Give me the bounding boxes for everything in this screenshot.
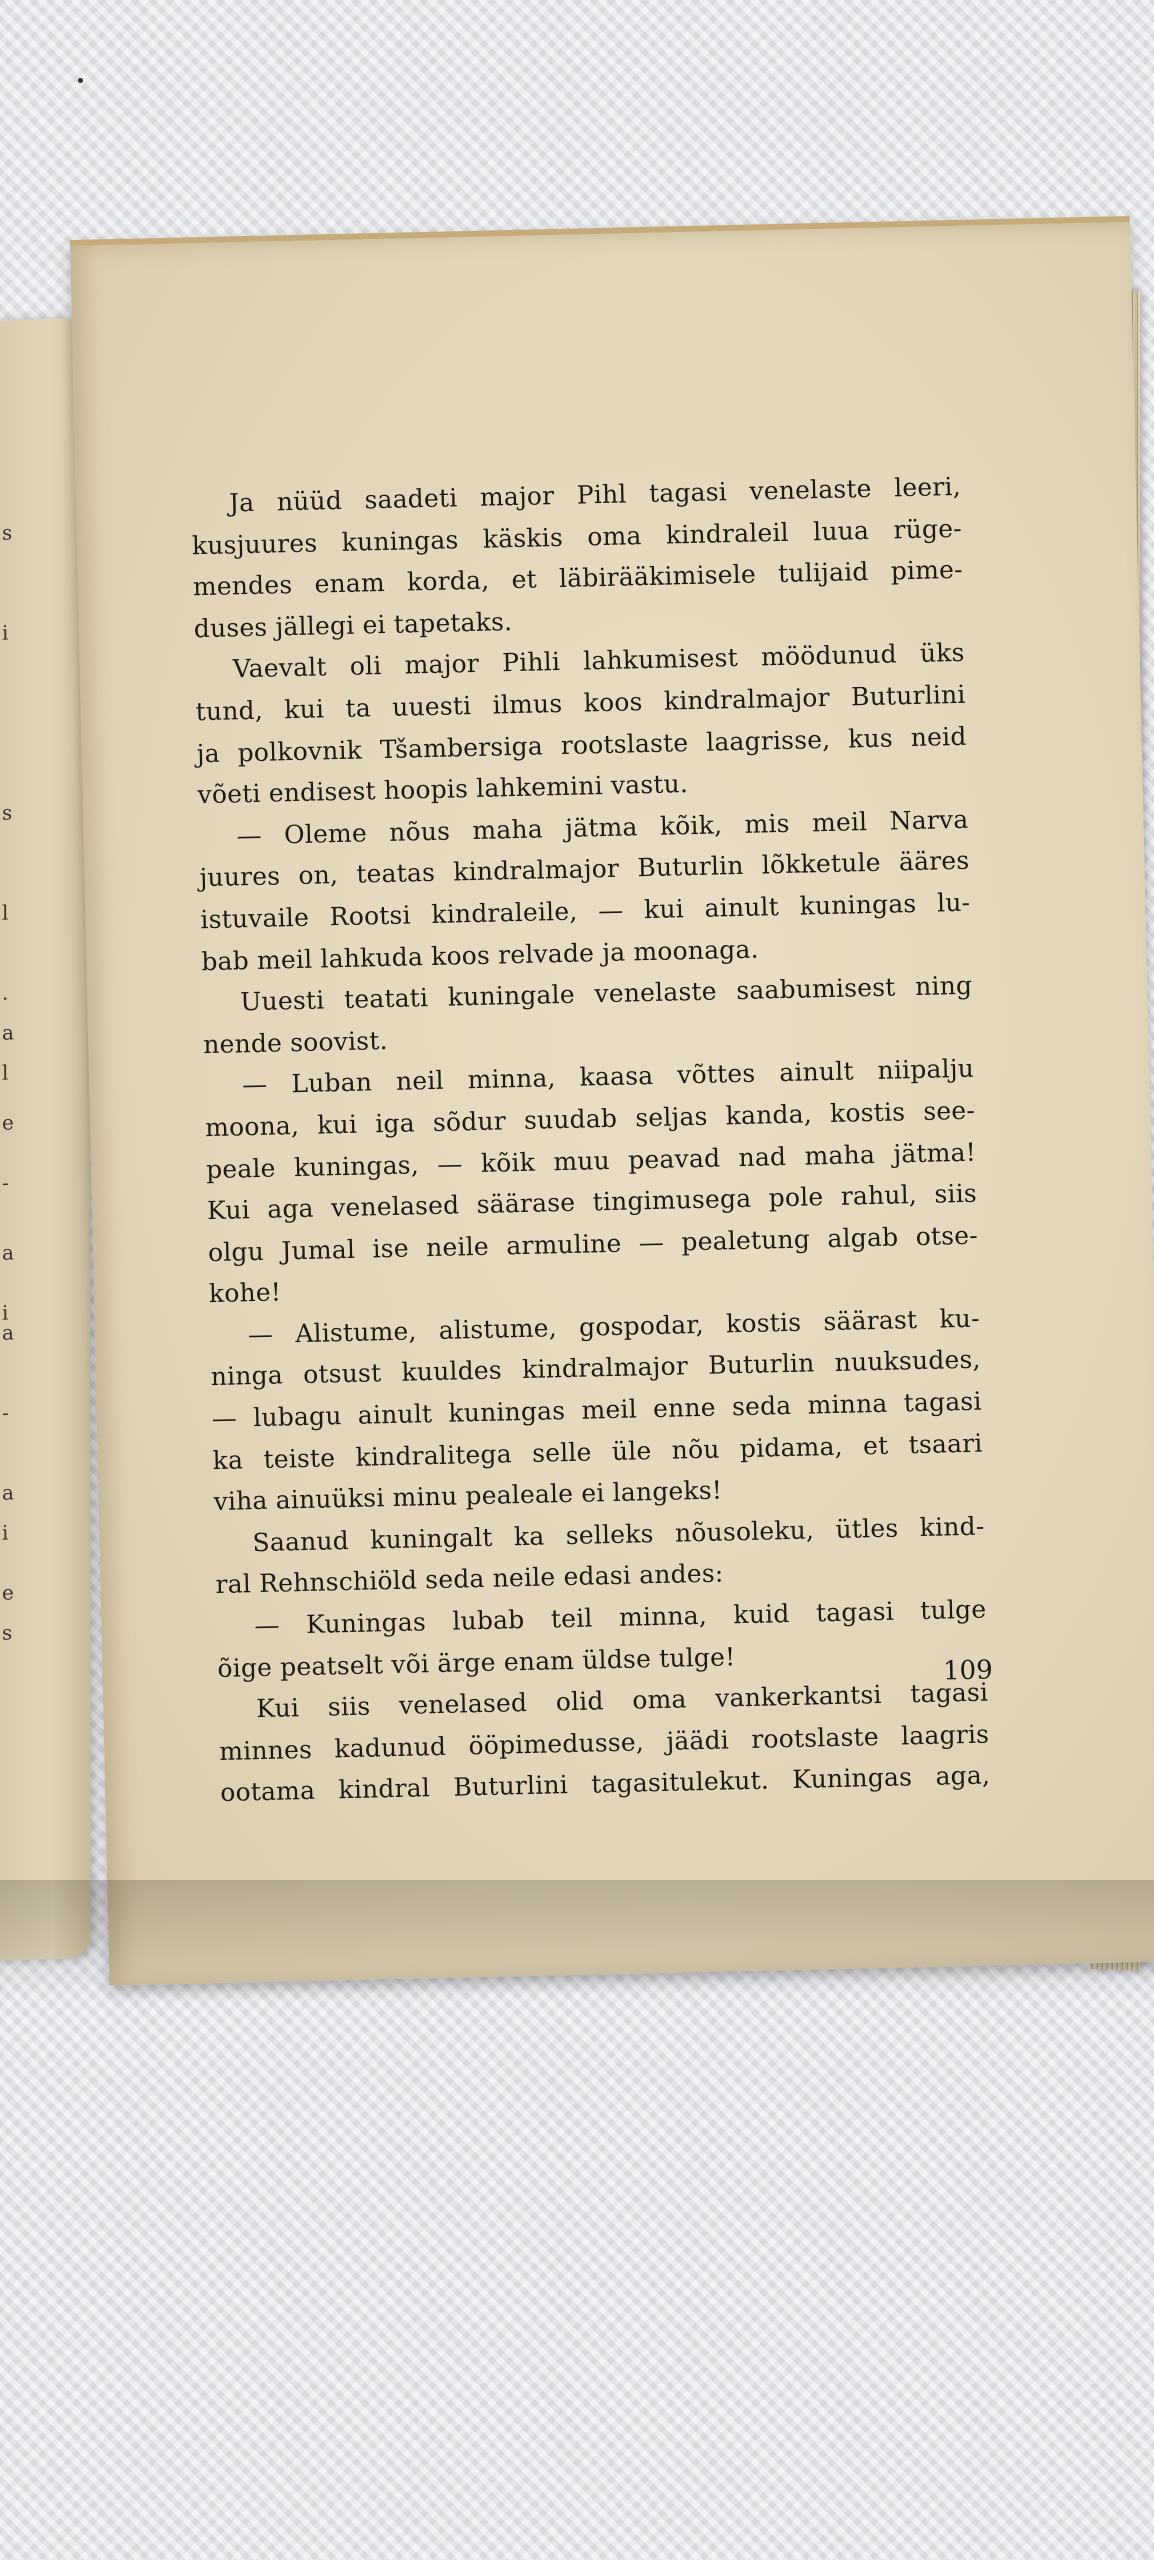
text-line: võeti endisest hoopis lahkemini vastu. [197, 769, 689, 810]
page-number: 109 [942, 1655, 994, 1687]
left-page-letter: s [2, 1620, 13, 1645]
text-line: Uuesti teatati kuningale venelaste saabumisest ning [240, 970, 973, 1017]
text-line: ka teiste kindralitega selle üle nõu pidama, et tsaari [212, 1428, 983, 1475]
text-line: duses jällegi ei tapetaks. [193, 606, 513, 644]
book-shadow [0, 1880, 1154, 2000]
text-line: — Luban neil minna, kaasa võttes ainult niipalju [241, 1054, 975, 1100]
text-line: Vaevalt oli major Pihli lahkumisest möödunud üks [232, 638, 965, 684]
text-line: kohe! [208, 1277, 282, 1309]
text-line: viha ainuüksi minu pealeale ei langeks! [213, 1475, 723, 1517]
left-page-letter: - [2, 1400, 9, 1425]
left-page-letter: - [2, 1170, 9, 1195]
text-line: Saanud kuningalt ka selleks nõusoleku, ütles kind- [252, 1511, 985, 1558]
left-page-letter: i [2, 1520, 9, 1545]
text-line: — lubagu ainult kuningas meil enne seda minna tagasi [211, 1386, 982, 1434]
text-line: Ja nüüd saadeti major Pihl tagasi venelaste leeri, [228, 471, 962, 518]
left-page-letter: a [2, 1240, 14, 1265]
text-line: ootama kindral Buturlini tagasitulekut. Kuningas aga, [219, 1760, 991, 1808]
text-line: mendes enam korda, et läbirääkimisele tulijaid pime- [192, 555, 964, 602]
text-line: bab meil lahkuda koos relvade ja moonaga. [201, 934, 760, 976]
right-page [70, 216, 1154, 1986]
text-line: minnes kadunud ööpimedusse, jäädi rootslaste laagris [218, 1719, 990, 1766]
text-line: kusjuures kuningas käskis oma kindraleil luua rüge- [191, 513, 963, 560]
dust-speck [78, 78, 83, 83]
text-line: juures on, teatas kindralmajor Buturlin lõkketule ääres [199, 846, 970, 893]
left-page-letter: a [2, 1320, 14, 1345]
left-page-letter: s [2, 800, 13, 825]
page-body-text [191, 466, 994, 1814]
left-page-letter: s [2, 520, 13, 545]
text-line: — Kuningas lubab teil minna, kuid tagasi tulge [254, 1594, 987, 1641]
text-line: ja polkovnik Tšambersiga rootslaste laagrisse, kus neid [196, 721, 967, 768]
text-line: — Oleme nõus maha jätma kõik, mis meil Narva [236, 804, 969, 851]
left-page-letter: a [2, 1020, 14, 1045]
text-line: istuvaile Rootsi kindraleile, — kui ainult kuningas lu- [200, 887, 971, 935]
text-line: olgu Jumal ise neile armuline — pealetung algab otse- [207, 1220, 979, 1267]
text-line: ral Rehnschiöld seda neile edasi andes: [215, 1558, 724, 1600]
left-page-letter: a [2, 1480, 14, 1505]
text-line: ninga otsust kuuldes kindralmajor Buturlin nuuksudes, [210, 1345, 981, 1392]
text-line: Kui siis venelased olid oma vankerkantsi tagasi [256, 1677, 989, 1724]
left-page-letter: i [2, 620, 9, 645]
left-page-letter: . [2, 980, 9, 1005]
text-line: moona, kui iga sõdur suudab seljas kanda, kostis see- [204, 1095, 976, 1143]
left-page-letter: i [2, 1300, 9, 1325]
text-line: Kui aga venelased säärase tingimusega pole rahul, siis [206, 1178, 978, 1226]
text-line: nende soovist. [202, 1025, 388, 1059]
text-line: peale kuningas, — kõik muu peavad nad maha jätma! [205, 1137, 977, 1184]
text-line: tund, kui ta uuesti ilmus koos kindralmajor Buturlini [195, 679, 966, 727]
left-page-letter: l [2, 1060, 9, 1085]
left-page-letter: e [2, 1580, 14, 1605]
text-line: — Alistume, alistume, gospodar, kostis säärast ku- [247, 1303, 981, 1350]
text-line: õige peatselt või ärge enam üldse tulge! [217, 1641, 736, 1683]
left-page-letter: l [2, 900, 9, 925]
left-page-letter: e [2, 1110, 14, 1135]
